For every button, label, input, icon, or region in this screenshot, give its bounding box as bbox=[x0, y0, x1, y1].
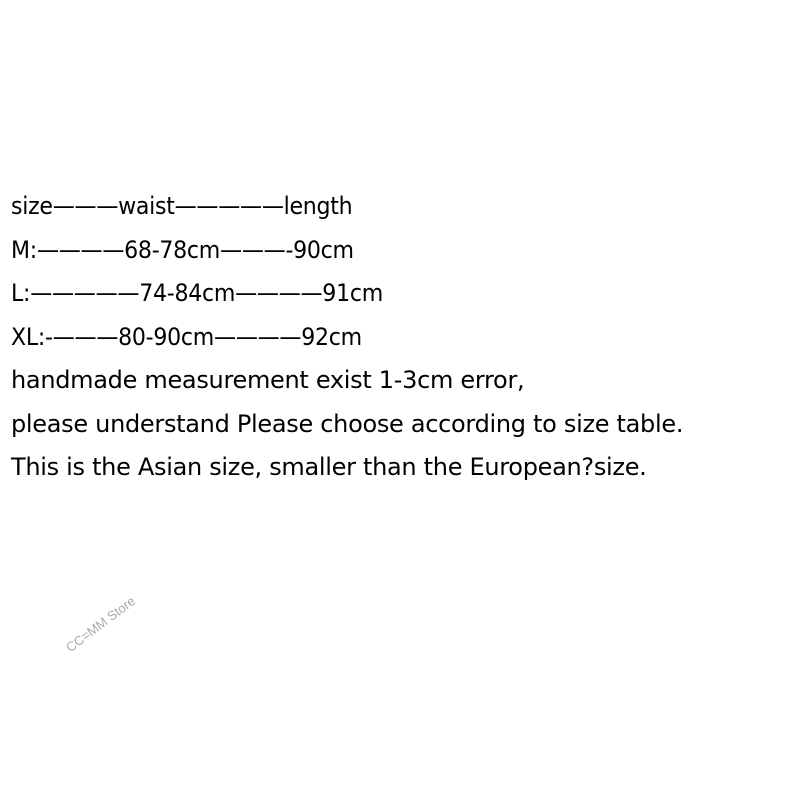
size-table-header: size———waist—————length bbox=[11, 192, 353, 220]
note-choose-size: please understand Please choose according to size table. bbox=[11, 409, 684, 438]
note-asian-size: This is the Asian size, smaller than the European?size. bbox=[11, 453, 647, 481]
size-row-m: M:————68-78cm———-90cm bbox=[11, 235, 354, 264]
store-watermark: CC=MM Store bbox=[62, 593, 139, 655]
note-measurement-error: handmade measurement exist 1-3cm error, bbox=[11, 366, 525, 394]
size-chart-text bbox=[11, 185, 683, 490]
size-row-xl: XL:-———80-90cm————92cm bbox=[11, 322, 362, 351]
size-row-l: L:—————74-84cm————91cm bbox=[11, 279, 383, 307]
